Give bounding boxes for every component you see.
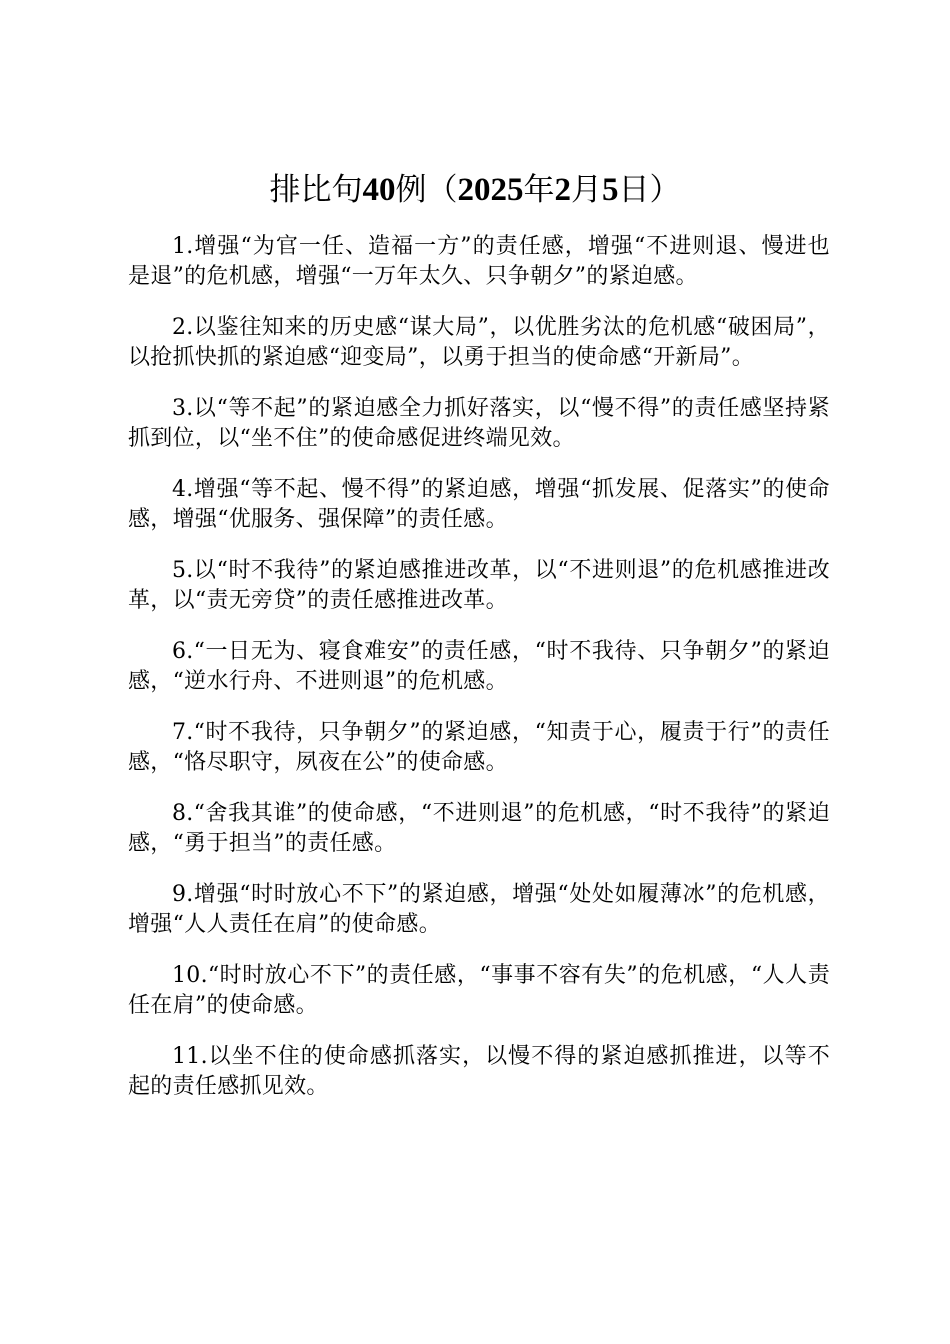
title-part: 2	[554, 172, 571, 208]
list-item: 11.以坐不住的使命感抓落实，以慢不得的紧迫感抓推进，以等不起的责任感抓见效。	[128, 1044, 830, 1099]
list-item: 6.“一日无为、寝食难安”的责任感，“时不我待、只争朝夕”的紧迫感，“逆水行舟、不进则退”的危机感。	[128, 639, 830, 694]
title-part: 5	[602, 172, 619, 208]
title-part: 例（	[395, 172, 458, 208]
list-item: 3.以“等不起”的紧迫感全力抓好落实，以“慢不得”的责任感坚持紧抓到位，以“坐不住”的使命感促进终端见效。	[128, 396, 830, 451]
title-part: 40	[362, 172, 396, 208]
list-item: 5.以“时不我待”的紧迫感推进改革，以“不进则退”的危机感推进改革，以“责无旁贷”的责任感推进改革。	[128, 558, 830, 613]
title-part: 月	[571, 172, 602, 208]
title-part: 排比句	[269, 172, 363, 208]
title-part: 2025	[457, 172, 524, 208]
list-item: 2.以鉴往知来的历史感“谋大局”，以优胜劣汰的危机感“破困局”，以抢抓快抓的紧迫感“迎变局”，以勇于担当的使命感“开新局”。	[128, 315, 830, 370]
list-item: 1.增强“为官一任、造福一方”的责任感，增强“不进则退、慢进也是退”的危机感，增强“一万年太久、只争朝夕”的紧迫感。	[128, 234, 830, 289]
title-part: 年	[523, 172, 555, 208]
list-item: 7.“时不我待，只争朝夕”的紧迫感，“知责于心，履责于行”的责任感，“恪尽职守，夙夜在公”的使命感。	[128, 720, 830, 775]
sentence-list	[128, 232, 830, 1123]
list-item: 4.增强“等不起、慢不得”的紧迫感，增强“抓发展、促落实”的使命感，增强“优服务、强保障”的责任感。	[128, 477, 830, 532]
list-item: 9.增强“时时放心不下”的紧迫感，增强“处处如履薄冰”的危机感，增强“人人责任在肩”的使命感。	[128, 882, 830, 937]
list-item: 8.“舍我其谁”的使命感，“不进则退”的危机感，“时不我待”的紧迫感，“勇于担当”的责任感。	[128, 801, 830, 856]
title-part: 日）	[618, 172, 681, 208]
document-title	[0, 168, 950, 212]
list-item: 10.“时时放心不下”的责任感，“事事不容有失”的危机感，“人人责任在肩”的使命感。	[128, 963, 830, 1018]
